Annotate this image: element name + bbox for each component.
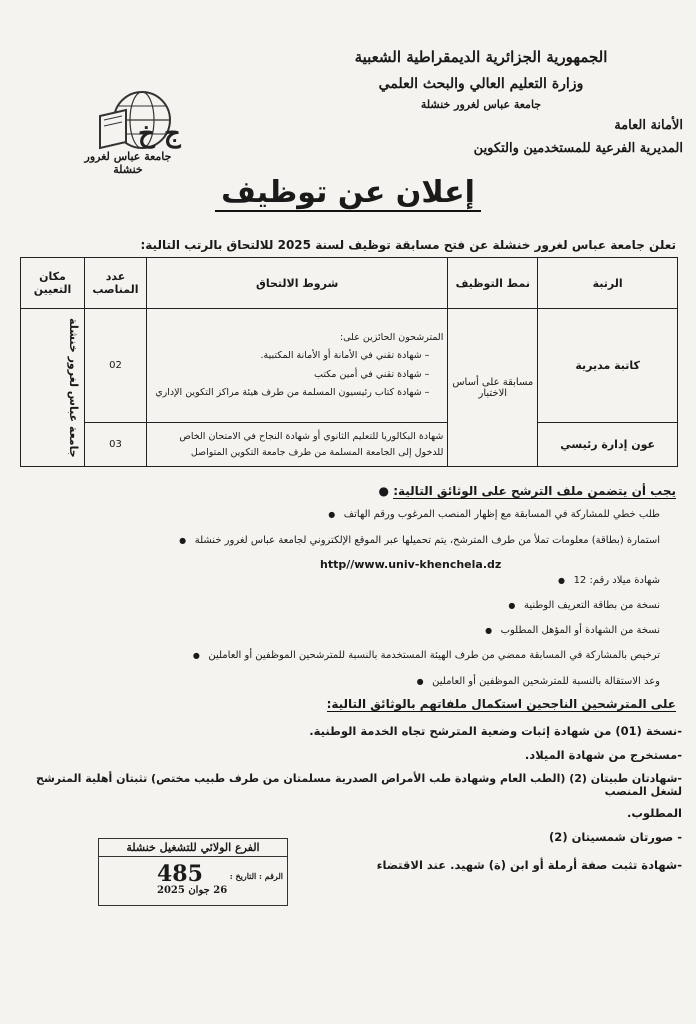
file-heading-text: يجب أن يتضمن ملف الترشح على الوثائق التالية: [393,484,676,498]
stamp-labels: الرقم : التاريخ : [229,871,283,881]
table-row [21,309,678,423]
list-item: – شهادة تقني في أمين مكتب [151,366,429,384]
list-item: - صورتان شمسيتان (2) [549,830,682,844]
title-text: إعلان عن توظيف [215,175,481,212]
registration-stamp [98,838,288,906]
letterhead [266,48,696,111]
stamp-date: 26 جوان 2025 [157,885,228,896]
cell-conditions: شهادة البكالوريا للتعليم الثانوي أو شهادة النجاح في الامتحان الخاص للدخول إلى الجامعة المسلمة من طرف جامعة التكوين المتواصل [146,423,447,467]
list-item: -مستخرج من شهادة الميلاد. [524,748,682,762]
list-item: – شهادة كتاب رئيسيون المسلمة من طرف هيئة مراكز التكوين الإداري [151,384,429,402]
stamp-agency: الفرع الولائي للتشغيل خنشلة [99,839,287,857]
cell-count: 03 [85,423,147,467]
list-item: شهادة ميلاد رقم: 12 ● [30,575,660,586]
cell-place [21,309,85,467]
table-header-row [21,258,678,309]
header-conditions: شروط الالتحاق [146,258,447,309]
list-item: نسخة من بطاقة التعريف الوطنية ● [30,600,660,611]
conditions-intro: المترشحون الحائزين على: [339,332,444,344]
logo-letters: ج خ [138,119,181,149]
table-row [21,423,678,467]
list-item: نسخة من الشهادة أو المؤهل المطلوب ● [30,625,660,636]
positions-table [20,257,678,467]
cell-conditions [146,309,447,423]
success-section-heading [327,697,676,711]
university-title: جامعة عباس لغرور خنشلة [420,98,542,111]
list-item: وعد الاستقالة بالنسبة للمترشحين الموظفين أو العاملين ● [30,676,660,687]
header-rank: الرتبة [538,258,678,309]
list-item: طلب خطي للمشاركة في المسابقة مع إظهار المنصب المرغوب ورقم الهاتف ● [30,509,660,520]
secretariat-block [448,118,683,156]
header-count: عدد المناصب [85,258,147,309]
cell-rank: كاتبة مديرية [538,309,678,423]
ministry-title: وزارة التعليم العالي والبحث العلمي [378,76,584,92]
header-place: مكان التعيين [21,258,85,309]
list-item: -شهادة تثبت صفة أرملة أو ابن (ة) شهيد. عند الاقتضاء [376,858,682,872]
republic-title: الجمهورية الجزائرية الديمقراطية الشعبية [354,48,608,66]
website-link[interactable]: http//www.univ-khenchela.dz [320,558,502,571]
file-section-heading: يجب أن يتضمن ملف الترشح على الوثائق التالية: ● [378,484,676,498]
list-item: ترخيص بالمشاركة في المسابقة ممضي من طرف الهيئة المستخدمة بالنسبة للمترشحين الموظفين أو العاملين ● [30,650,660,661]
cell-rank: عون إدارة رئيسي [538,423,678,467]
cell-count: 02 [85,309,147,423]
place-text: جامعة عباس لغرور خنشلة [67,317,80,458]
stamp-number: 485 [157,861,203,887]
logo-caption: جامعة عباس لغرور خنشلة [84,150,172,176]
cell-mode: مسابقة على أساس الاختبار [448,309,538,467]
list-item: – شهادة تقني في الأمانة أو الأمانة المكتبية. [151,347,429,365]
directorate: المديرية الفرعية للمستخدمين والتكوين [473,141,683,156]
conditions-list [151,347,443,401]
general-secretariat: الأمانة العامة [614,118,683,133]
list-item: -نسخة (01) من شهادة إثبات وضعية المترشح تجاه الخدمة الوطنية. [309,724,682,738]
list-item: -شهادتان طبيتان (2) (الطب العام وشهادة طب الأمراض الصدرية مسلمتان من طرف طبيب مختص) تثبتان أهلية المترشح لشغل المنصب [36,772,682,798]
success-heading-text: على المترشحين الناجحين استكمال ملفاتهم بالوثائق التالية: [326,697,676,711]
list-item: المطلوب. [626,806,682,820]
announcement-title [0,175,696,210]
list-item: استمارة (بطاقة) معلومات تملأ من طرف المترشح، يتم تحميلها عبر الموقع الإلكتروني لجامعة عباس لغرور خنشلة ● [30,535,660,546]
header-mode: نمط التوظيف [448,258,538,309]
intro-paragraph: تعلن جامعة عباس لغرور خنشلة عن فتح مسابقة توظيف لسنة 2025 للالتحاق بالرتب التالية: [140,238,676,252]
